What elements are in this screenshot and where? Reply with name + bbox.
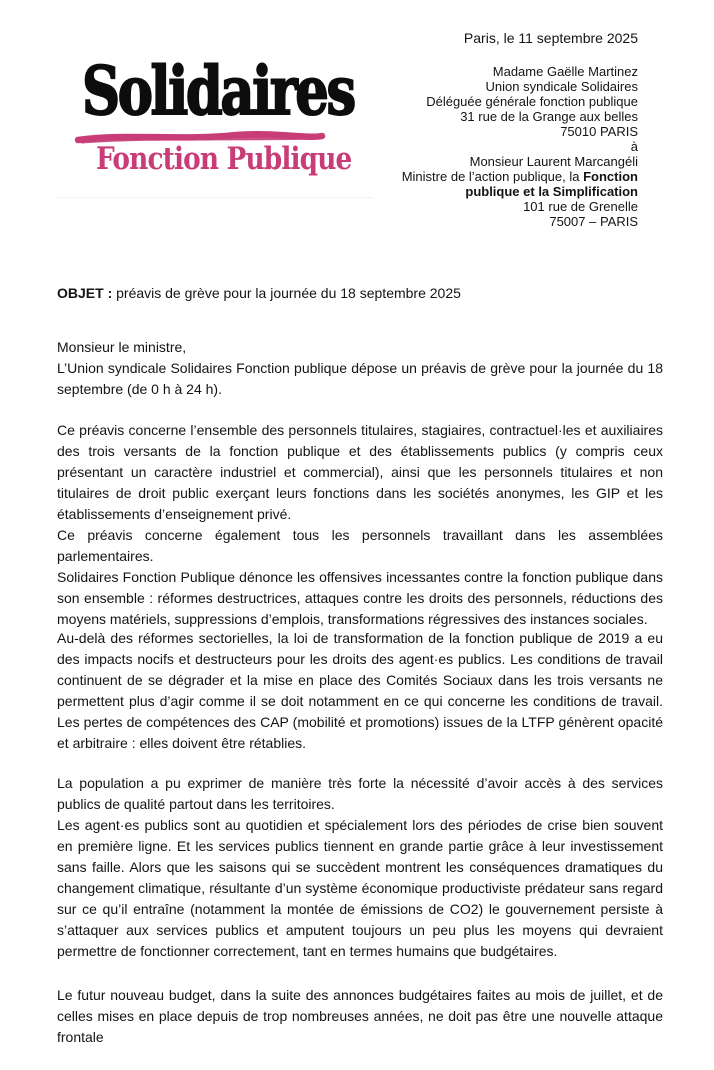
address-line: 101 rue de Grenelle [523,199,638,214]
logo-wordmark: Solidaires [82,52,354,130]
logo-bottom-rule [57,197,373,198]
body-paragraph-block [57,337,663,400]
paragraph: Monsieur le ministre, [57,339,187,355]
subject-label: OBJET : [57,285,113,301]
recipient-address-block [402,64,638,229]
address-line: publique et la Simplification [465,184,638,199]
letter-date: Paris, le 11 septembre 2025 [463,30,638,46]
logo-subtitle: Fonction Publique [96,141,352,177]
body-paragraph-block [57,420,663,630]
address-line: à [630,139,638,154]
address-line: Monsieur Laurent Marcangéli [469,154,638,169]
paragraph: La population a pu exprimer de manière très forte la nécessité d’avoir accès à des services publics de qualité partout dans les territoires. [57,775,663,812]
body-paragraph-block [57,985,663,1048]
address-line: Déléguée générale fonction publique [426,94,638,109]
address-line: 31 rue de la Grange aux belles [460,109,638,124]
paragraph: L’Union syndicale Solidaires Fonction publique dépose un préavis de grève pour la journée du 18 septembre (de 0 h à 24 h). [57,360,663,397]
paragraph: Les agent·es publics sont au quotidien et spécialement lors des périodes de crise bien souvent en première ligne. Et les services publics tiennent en grande partie grâce à leur investissement sans faille. Alors que les saisons qui se succèdent montrent les conséquences dramatiques du changement climatique, résultante d’un système économique productiviste prédateur sans regard sur ce qu’il entraîne (notamment la montée de émissions de CO2) le gouvernement persiste à s’attaquer aux services publics et amputent toujours un peu plus les moyens qui devraient permettre de fonctionner correctement, tant en termes humains que budgétaires. [57,817,663,959]
paragraph: Au-delà des réformes sectorielles, la loi de transformation de la fonction publique de 2019 a eu des impacts nocifs et destructeurs pour les droits des agent·es publics. Les conditions de travail continuent de se dégrader et la mise en place des Comités Sociaux dans les trois versants ne permettent plus d’agir comme il se doit notamment en ce qui concerne les conditions de travail. Les pertes de compétences des CAP (mobilité et promotions) issues de la LTFP génèrent opacité et arbitraire : elles doivent être rétablies. [57,630,663,751]
subject-text: préavis de grève pour la journée du 18 septembre 2025 [112,285,461,301]
address-line: Madame Gaëlle Martinez [492,64,638,79]
subject-line [57,283,663,304]
paragraph: Ce préavis concerne également tous les personnels travaillant dans les assemblées parlementaires. [57,527,663,564]
address-line: Ministre de l’action publique, la Fonction [401,169,638,184]
address-line: 75010 PARIS [560,124,638,139]
paragraph: Le futur nouveau budget, dans la suite des annonces budgétaires faites au mois de juillet, et de celles mises en place depuis de trop nombreuses années, ne doit pas être une nouvelle attaque frontale [57,987,663,1045]
address-line: 75007 – PARIS [549,214,638,229]
logo [82,52,354,188]
body-paragraph-block [57,628,663,754]
paragraph: Ce préavis concerne l’ensemble des personnels titulaires, stagiaires, contractuel·les et auxiliaires des trois versants de la fonction publique et des établissements publics (y compris ceux présentant un caractère industriel et commercial), ainsi que les personnels titulaires et non titulaires de droit public exerçant leurs fonctions dans les sociétés anonymes, les GIP et les établissements d’enseignement privé. [57,422,663,522]
address-line: Union syndicale Solidaires [485,79,638,94]
body-paragraph-block [57,773,663,962]
paragraph: Solidaires Fonction Publique dénonce les offensives incessantes contre la fonction publique dans son ensemble : réformes destructrices, attaques contre les droits des personnels, réductions des moyens matériels, suppressions d’emplois, transformations régressives des instances sociales. [57,569,663,627]
